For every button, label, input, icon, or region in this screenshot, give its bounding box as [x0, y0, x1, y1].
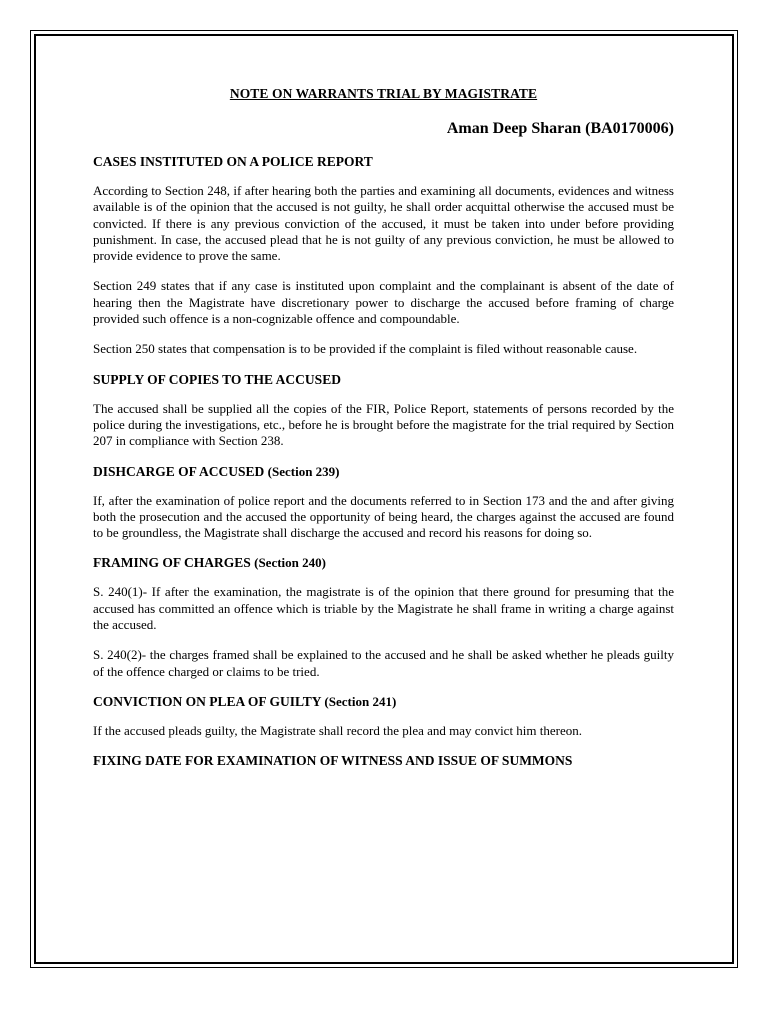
- paragraph: Section 249 states that if any case is instituted upon complaint and the complainant is absent of the date of hearing then the Magistrate have discretionary power to discharge the accused before framing of charge provided such offence is a non-cognizable offence and compoundable.: [93, 278, 674, 327]
- document-title: NOTE ON WARRANTS TRIAL BY MAGISTRATE: [229, 86, 538, 101]
- section-heading: DISHCARGE OF ACCUSED (Section 239): [93, 463, 340, 479]
- section-heading: SUPPLY OF COPIES TO THE ACCUSED: [93, 371, 341, 387]
- paragraph: S. 240(1)- If after the examination, the magistrate is of the opinion that there ground for presuming that the accused has committed an offence which is triable by the Magistrate he shall frame in writing a charge against the accused.: [93, 584, 674, 633]
- author-name: Aman Deep Sharan (BA0170006): [446, 120, 674, 137]
- paragraph: Section 250 states that compensation is to be provided if the complaint is filed without reasonable cause.: [93, 341, 638, 357]
- document-body: [93, 86, 674, 782]
- section-heading: FRAMING OF CHARGES (Section 240): [93, 555, 326, 571]
- paragraph: If the accused pleads guilty, the Magistrate shall record the plea and may convict him thereon.: [93, 722, 583, 738]
- section-heading: CASES INSTITUTED ON A POLICE REPORT: [93, 154, 373, 169]
- section-heading: FIXING DATE FOR EXAMINATION OF WITNESS AND ISSUE OF SUMMONS: [93, 753, 573, 769]
- section-heading: CONVICTION ON PLEA OF GUILTY (Section 241): [93, 693, 397, 709]
- paragraph: S. 240(2)- the charges framed shall be explained to the accused and he shall be asked whether he pleads guilty of the offence charged or claims to be tried.: [93, 647, 674, 679]
- section-reference: (Section 239): [267, 463, 340, 479]
- section-reference: (Section 241): [324, 693, 397, 709]
- section-reference: (Section 240): [254, 555, 326, 571]
- paragraph: According to Section 248, if after hearing both the parties and examining all documents, evidences and witness available is of the opinion that the accused is not guilty, he shall order acquittal otherwise the accused must be convicted. If there is any previous conviction of the accused, it must be taken into under before providing punishment. In case, the accused plead that he is not guilty of any previous conviction, he must be allowed to provide evidence to prove the same.: [93, 183, 674, 264]
- paragraph: The accused shall be supplied all the copies of the FIR, Police Report, statements of persons recorded by the police during the investigations, etc., before he is brought before the magistrate for the trial required by Section 207 in compliance with Section 238.: [93, 400, 674, 449]
- paragraph: If, after the examination of police report and the documents referred to in Section 173 and the and after giving both the prosecution and the accused the opportunity of being heard, the charges against the accused are found to be groundless, the Magistrate shall discharge the accused and record his reasons for doing so.: [93, 492, 674, 541]
